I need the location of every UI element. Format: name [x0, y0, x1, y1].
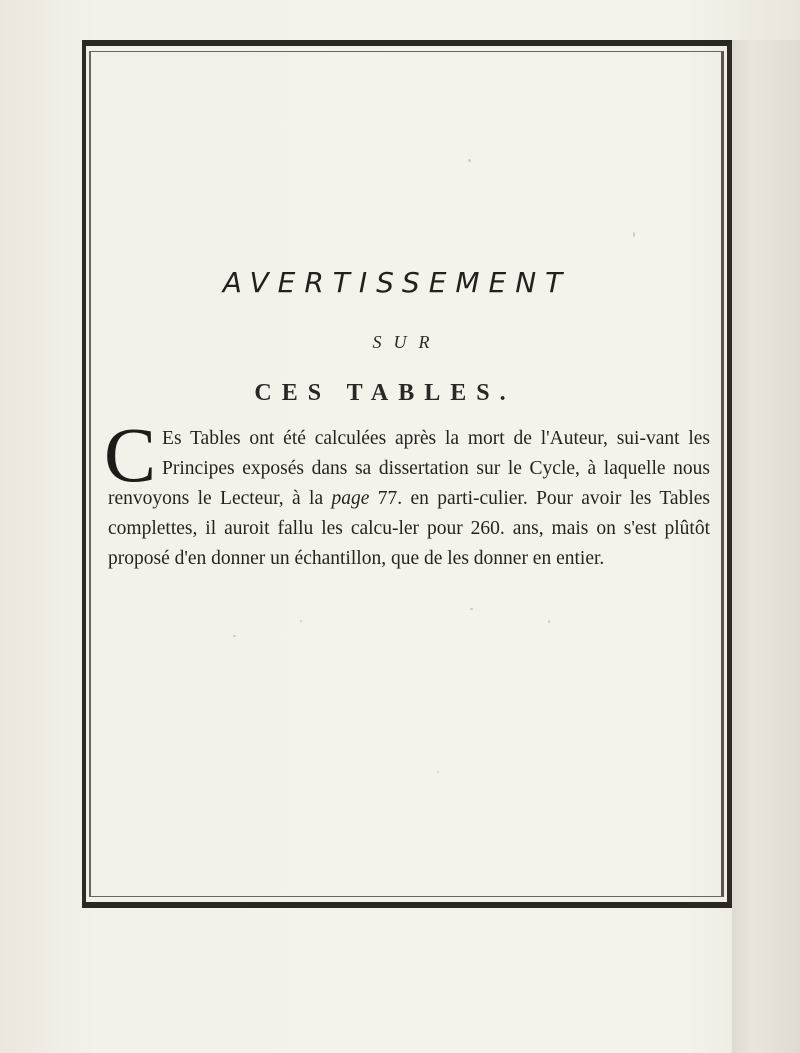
body-paragraph: [104, 411, 710, 574]
page-edge-shadow: [732, 40, 800, 1053]
paper-speck: [468, 159, 471, 162]
paper-speck: [548, 620, 550, 623]
paper-speck: [437, 771, 439, 773]
page-subtitle: CES TABLES.: [254, 380, 516, 406]
paragraph-text-part-2: 77. en parti-culier. Pour avoir les Tables complettes, il auroit fallu les calcu-ler pour 260. ans, mais on s'est plûtôt proposé d'en donner un échantillon, que de les donner en entier.: [108, 488, 710, 569]
paper-speck: [300, 620, 302, 622]
paper-speck: [633, 232, 635, 237]
paper-speck: [470, 608, 473, 610]
page-reference-word: page: [331, 488, 370, 509]
title-preposition: SUR: [372, 332, 442, 352]
drop-cap: C: [104, 411, 157, 498]
page-title: AVERTISSEMENT: [222, 266, 572, 299]
paragraph-text-part-1: Es Tables ont été calculées après la mort de l'Auteur, sui-vant les Principes exposés dans sa dissertation sur le Cycle, à laquelle nous renvoyons le Lecteur, à la: [108, 428, 710, 509]
paper-speck: [233, 635, 236, 637]
